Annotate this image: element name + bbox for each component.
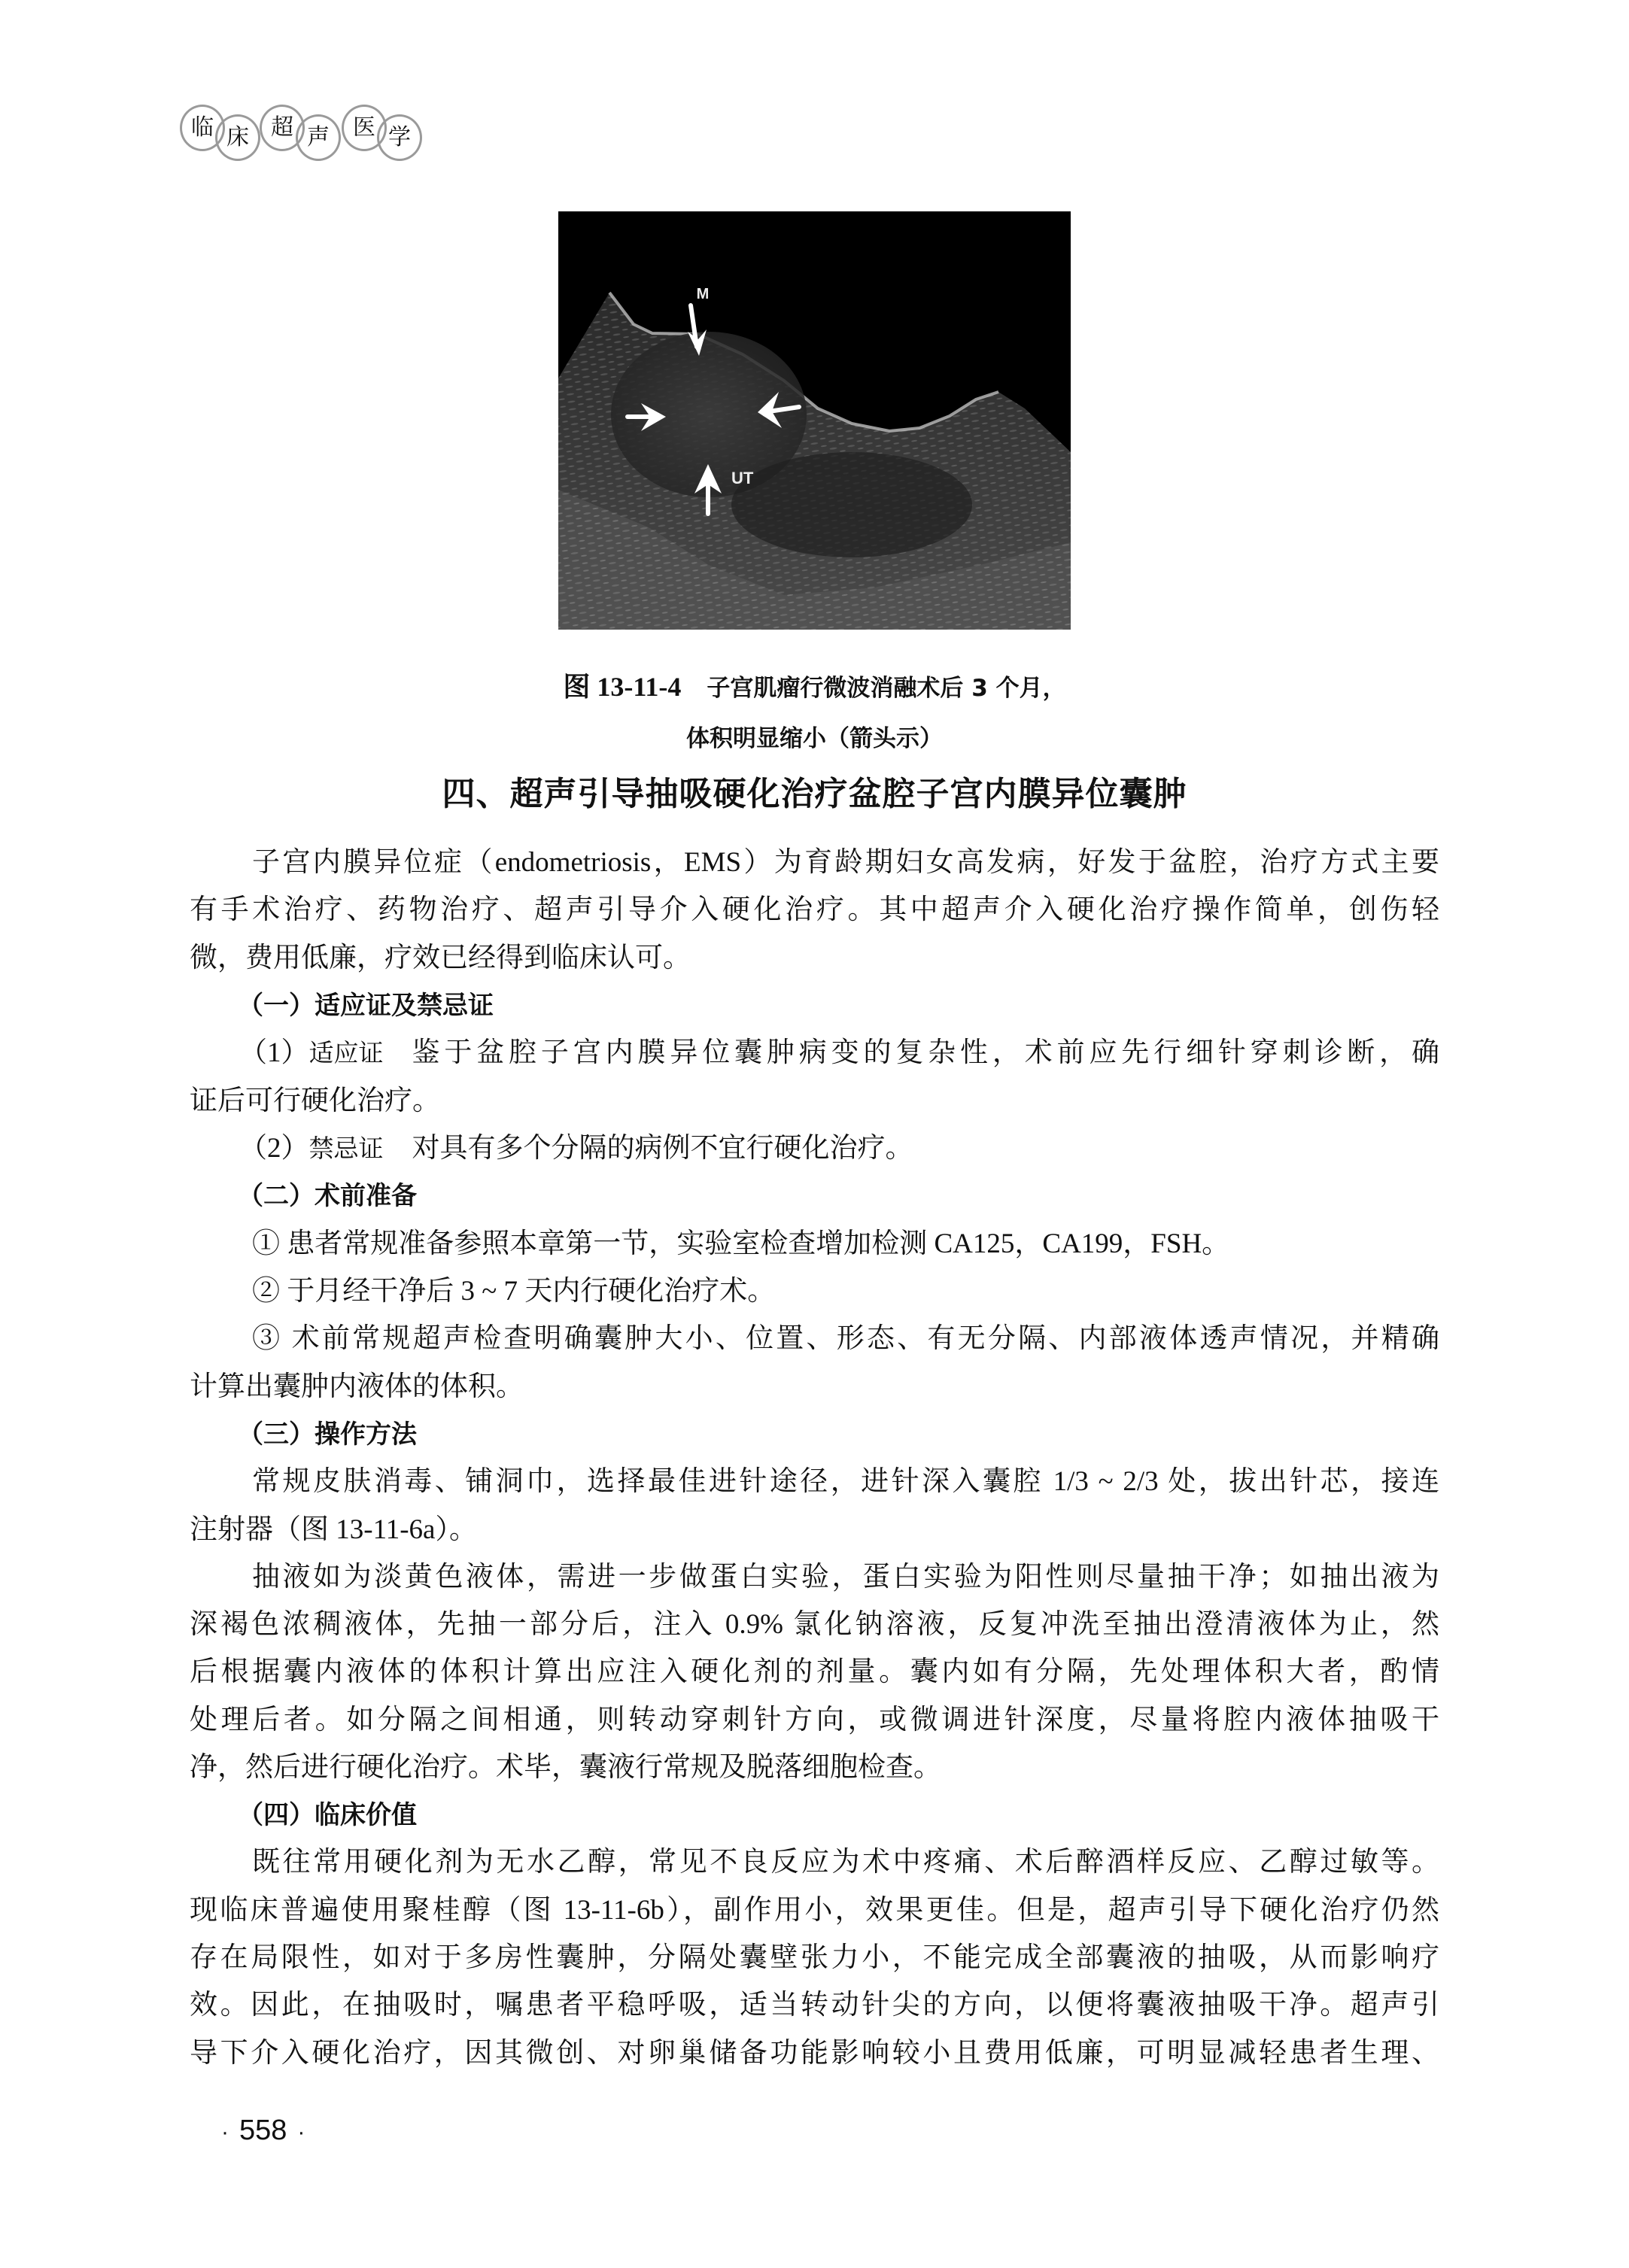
figure-caption-line2: 体积明显缩小（箭头示） (686, 725, 943, 752)
list-item: ③ 术前常规超声检查明确囊肿大小、位置、形态、有无分隔、内部液体透声情况，并精确 (252, 1323, 1439, 1354)
paragraph-line: 深褐色浓稠液体，先抽一部分后，注入 0.9% 氯化钠溶液，反复冲洗至抽出澄清液体为止，然 (190, 1609, 1439, 1640)
paragraph-line: 证后可行硬化治疗。 (190, 1085, 440, 1116)
ultrasound-image (558, 211, 1071, 630)
paragraph-line: 现临床普遍使用聚桂醇（图 13-11-6b），副作用小，效果更佳。但是，超声引导下硬化治疗仍然 (190, 1895, 1439, 1926)
paragraph-line: 计算出囊肿内液体的体积。 (190, 1371, 524, 1402)
item-number: （1） (239, 1037, 309, 1068)
paragraph-line: 子宫内膜异位症（endometriosis，EMS）为育龄期妇女高发病，好发于盆腔，治疗方式主要 (252, 847, 1439, 878)
section-title: 四、超声引导抽吸硬化治疗盆腔子宫内膜异位囊肿 (442, 776, 1187, 812)
subheading-preparation: （二）术前准备 (238, 1181, 417, 1211)
paragraph-line: 导下介入硬化治疗，因其微创、对卵巢储备功能影响较小且费用低廉，可明显减轻患者生理、 (190, 2038, 1439, 2069)
subheading-indications: （一）适应证及禁忌证 (238, 991, 494, 1021)
header-char-circle: 声 (296, 114, 341, 161)
subheading-clinical-value: （四）临床价值 (238, 1800, 417, 1830)
paragraph-line: 后根据囊内液体的体积计算出应注入硬化剂的剂量。囊内如有分隔，先处理体积大者，酌情 (190, 1656, 1439, 1687)
header-char-circle: 超 (260, 105, 305, 151)
term-indication: 适应证 (308, 1038, 384, 1067)
page-dot: · (221, 2120, 229, 2145)
term-contraindication: 禁忌证 (308, 1134, 384, 1163)
header-char-circle: 医 (342, 105, 387, 151)
list-item: ① 患者常规准备参照本章第一节，实验室检查增加检测 CA125，CA199，FSH。 (252, 1228, 1230, 1259)
uterus-label: UT (731, 469, 754, 487)
subheading-method: （三）操作方法 (238, 1419, 417, 1450)
figure-caption-line1 (421, 672, 1208, 703)
item-number: （2） (239, 1133, 309, 1164)
figure-number: 图 13-11-4 (563, 672, 682, 702)
paragraph-line: 微，费用低廉，疗效已经得到临床认可。 (190, 943, 691, 973)
header-char-circle: 学 (377, 114, 422, 161)
paragraph-line: 有手术治疗、药物治疗、超声引导介入硬化治疗。其中超声介入硬化治疗操作简单，创伤轻 (190, 894, 1439, 925)
header-char-circle: 临 (180, 105, 225, 151)
header-char-circle: 床 (215, 114, 260, 161)
mass-label: M (696, 286, 710, 302)
paragraph-line: 抽液如为淡黄色液体，需进一步做蛋白实验，蛋白实验为阳性则尽量抽干净；如抽出液为 (252, 1562, 1439, 1592)
paragraph-line: 既往常用硬化剂为无水乙醇，常见不良反应为术中疼痛、术后醉酒样反应、乙醇过敏等。 (252, 1847, 1439, 1878)
paragraph-line: 处理后者。如分隔之间相通，则转动穿刺针方向，或微调进针深度，尽量将腔内液体抽吸干 (190, 1705, 1439, 1735)
page-number-value: 558 (239, 2115, 287, 2146)
page-number (211, 2114, 315, 2149)
figure-caption-text: 子宫肌瘤行微波消融术后 3 个月， (707, 675, 1066, 702)
paragraph-text: 鉴于盆腔子宫内膜异位囊肿病变的复杂性，术前应先行细针穿刺诊断，确 (412, 1037, 1439, 1068)
paragraph-line: 净，然后进行硬化治疗。术毕，囊液行常规及脱落细胞检查。 (190, 1752, 941, 1783)
paragraph-line (239, 1034, 1439, 1072)
page-dot: · (297, 2120, 305, 2145)
list-item: ② 于月经干净后 3 ~ 7 天内行硬化治疗术。 (252, 1276, 776, 1307)
paragraph-line: 效。因此，在抽吸时，嘱患者平稳呼吸，适当转动针尖的方向，以便将囊液抽吸干净。超声引 (190, 1990, 1439, 2021)
paragraph-text: 对具有多个分隔的病例不宜行硬化治疗。 (412, 1133, 913, 1164)
paragraph-line: 常规皮肤消毒、铺洞巾，选择最佳进针途径，进针深入囊腔 1/3 ~ 2/3 处，拔出针芯，接连 (252, 1466, 1439, 1497)
paragraph-line: 注射器（图 13-11-6a）。 (190, 1514, 477, 1545)
paragraph-line (239, 1130, 1439, 1167)
paragraph-line: 存在局限性，如对于多房性囊肿，分隔处囊壁张力小，不能完成全部囊液的抽吸，从而影响疗 (190, 1942, 1439, 1973)
